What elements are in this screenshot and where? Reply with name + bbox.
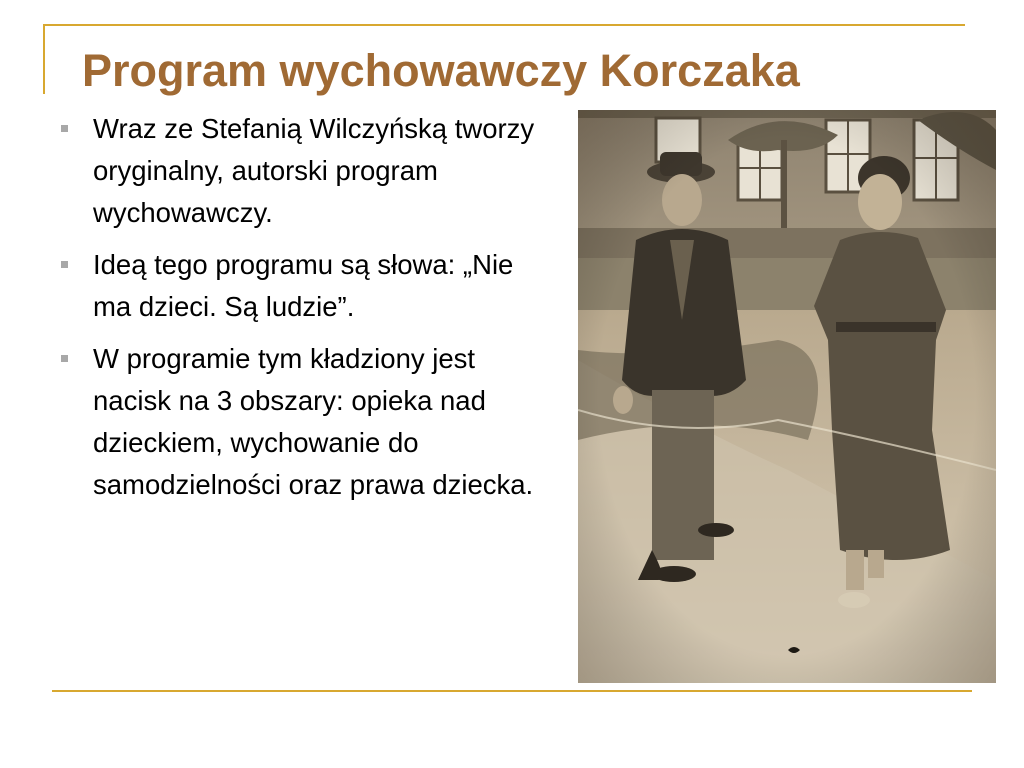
- bullet-text: W programie tym kładziony jest nacisk na 3 obszary: opieka nad dzieckiem, wychowanie do samodzielności oraz prawa dziecka.: [93, 343, 534, 500]
- bullet-list: [58, 108, 558, 516]
- bullet-item: [58, 338, 558, 506]
- left-divider: [43, 24, 45, 94]
- bullet-item: [58, 108, 558, 234]
- historical-photo: [578, 110, 996, 683]
- slide-title: Program wychowawczy Korczaka: [82, 45, 800, 96]
- bottom-divider: [52, 690, 972, 692]
- top-divider: [43, 24, 965, 26]
- bullet-text: Ideą tego programu są słowa: „Nie ma dzieci. Są ludzie”.: [93, 249, 514, 322]
- bullet-text: Wraz ze Stefanią Wilczyńską tworzy oryginalny, autorski program wychowawczy.: [93, 113, 535, 228]
- square-bullet-icon: [61, 125, 68, 132]
- square-bullet-icon: [61, 261, 68, 268]
- bullet-item: [58, 244, 558, 328]
- square-bullet-icon: [61, 355, 68, 362]
